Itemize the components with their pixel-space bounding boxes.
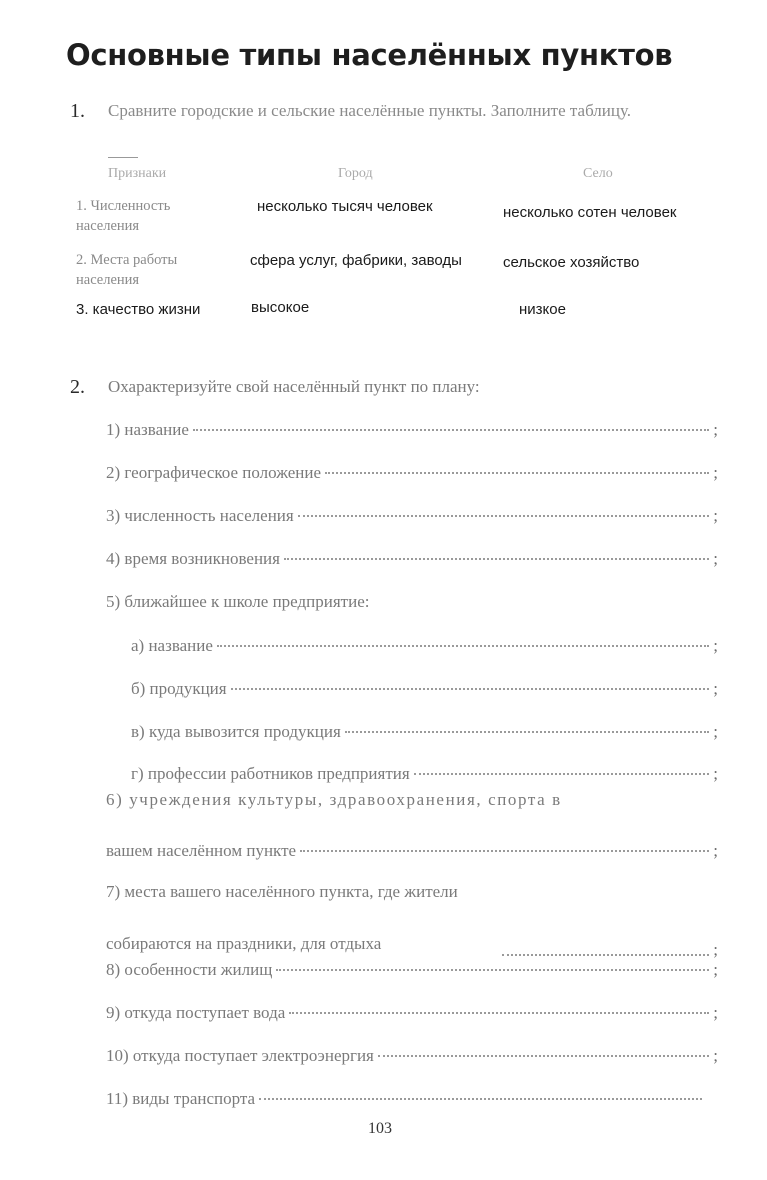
plan-item-label: 2) географическое положение bbox=[106, 463, 322, 482]
semicolon: ; bbox=[713, 722, 718, 741]
answer-line[interactable] bbox=[300, 850, 709, 852]
plan-subitem-export bbox=[131, 722, 718, 742]
plan-item-water bbox=[106, 1003, 718, 1023]
question-2-number: 2. bbox=[70, 376, 85, 398]
plan-item-label: 4) время возникновения bbox=[106, 549, 280, 568]
answer-line[interactable] bbox=[414, 773, 710, 775]
table-row-2-village: сельское хозяйство bbox=[503, 254, 640, 271]
plan-item-institutions-cont bbox=[106, 841, 718, 861]
answer-line[interactable] bbox=[502, 954, 709, 956]
semicolon: ; bbox=[713, 960, 718, 979]
answer-line[interactable] bbox=[259, 1098, 702, 1100]
plan-item-founding bbox=[106, 549, 718, 569]
plan-item-label: 1) название bbox=[106, 420, 189, 439]
semicolon: ; bbox=[713, 420, 718, 439]
plan-item-transport bbox=[106, 1089, 706, 1109]
answer-line[interactable] bbox=[231, 688, 710, 690]
semicolon: ; bbox=[713, 1003, 718, 1022]
page-number: 103 bbox=[368, 1120, 392, 1137]
semicolon: ; bbox=[713, 940, 718, 959]
table-row-1-village: несколько сотен человек bbox=[503, 204, 677, 221]
plan-subitem-name bbox=[131, 636, 718, 656]
semicolon: ; bbox=[713, 764, 718, 783]
table-header-features: Признаки bbox=[108, 166, 167, 181]
semicolon: ; bbox=[713, 463, 718, 482]
table-row-1-city: несколько тысяч человек bbox=[257, 198, 433, 215]
plan-item-population bbox=[106, 506, 718, 526]
answer-line[interactable] bbox=[378, 1055, 709, 1057]
plan-item-label: вашем населённом пункте bbox=[106, 841, 297, 860]
answer-line[interactable] bbox=[284, 558, 709, 560]
answer-line[interactable] bbox=[276, 969, 709, 971]
table-header-city: Город bbox=[338, 166, 373, 181]
semicolon: ; bbox=[713, 841, 718, 860]
table-row-2-label: 2. Места работы населения bbox=[76, 252, 178, 288]
answer-line[interactable] bbox=[298, 515, 710, 517]
table-row-3-village: низкое bbox=[519, 301, 566, 318]
plan-item-enterprise: 5) ближайшее к школе предприятие: bbox=[106, 592, 370, 611]
answer-line[interactable] bbox=[345, 731, 709, 733]
plan-item-label: 7) места вашего населённого пункта, где жители собираются на праздники, для отдыха bbox=[106, 882, 458, 953]
answer-line[interactable] bbox=[193, 429, 709, 431]
plan-item-label: 11) виды транспорта bbox=[106, 1089, 256, 1108]
plan-item-institutions: 6) учреждения культуры, здравоохранения, спорта в bbox=[106, 790, 562, 809]
question-1-number: 1. bbox=[70, 100, 85, 122]
table-row-3-city: высокое bbox=[251, 299, 310, 316]
plan-item-gathering-places bbox=[106, 866, 718, 970]
table-row-2-city: сфера услуг, фабрики, заводы bbox=[250, 252, 462, 269]
answer-line[interactable] bbox=[289, 1012, 709, 1014]
plan-item-label: 8) особенности жилищ bbox=[106, 960, 273, 979]
table-header-village: Село bbox=[583, 166, 613, 181]
plan-item-housing bbox=[106, 960, 718, 980]
semicolon: ; bbox=[713, 1046, 718, 1065]
question-2-text: Охарактеризуйте свой населённый пункт по плану: bbox=[108, 377, 480, 396]
plan-item-label: в) куда вывозится продукция bbox=[131, 722, 341, 741]
plan-subitem-professions bbox=[131, 764, 718, 784]
plan-item-label: 10) откуда поступает электроэнергия bbox=[106, 1046, 374, 1065]
answer-line[interactable] bbox=[217, 645, 709, 647]
answer-line[interactable] bbox=[325, 472, 709, 474]
page-title: Основные типы населённых пунктов bbox=[66, 38, 673, 72]
plan-item-name bbox=[106, 420, 718, 440]
table-header-mark bbox=[108, 157, 138, 158]
semicolon: ; bbox=[713, 636, 718, 655]
plan-item-electricity bbox=[106, 1046, 718, 1066]
table-row-3-label: 3. качество жизни bbox=[76, 301, 201, 318]
table-row-1-label: 1. Численность населения bbox=[76, 198, 171, 234]
plan-item-label: б) продукция bbox=[131, 679, 227, 698]
plan-item-label: 9) откуда поступает вода bbox=[106, 1003, 286, 1022]
plan-item-label: а) название bbox=[131, 636, 213, 655]
plan-item-label: 3) численность населения bbox=[106, 506, 294, 525]
semicolon: ; bbox=[713, 679, 718, 698]
semicolon: ; bbox=[713, 549, 718, 568]
question-1-text: Сравните городские и сельские населённые пункты. Заполните таблицу. bbox=[108, 101, 632, 120]
plan-subitem-products bbox=[131, 679, 718, 699]
semicolon: ; bbox=[713, 506, 718, 525]
plan-item-location bbox=[106, 463, 718, 483]
plan-item-label: г) профессии работников предприятия bbox=[131, 764, 410, 783]
